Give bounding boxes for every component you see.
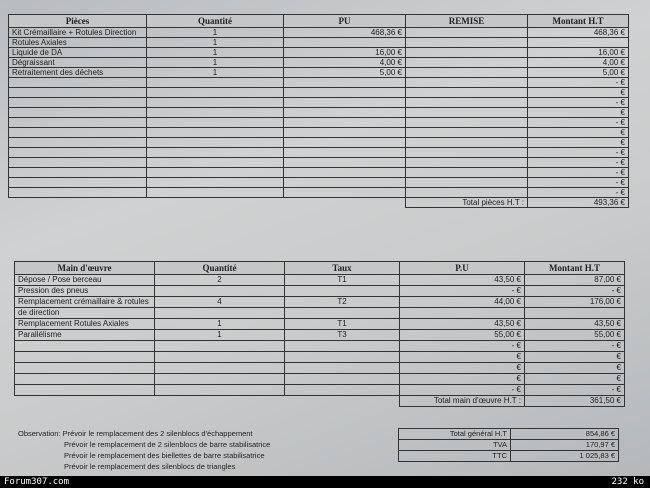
pieces-col-header: Montant H.T [528,15,629,28]
cell-remise [406,98,528,108]
table-row [9,188,629,198]
cell-montant: € [525,374,625,385]
cell-pu [284,108,406,118]
cell-qty [147,188,284,198]
cell-qty [147,78,284,88]
pieces-col-header: Quantité [147,15,284,28]
cell-montant [525,308,625,319]
cell-qty [147,108,284,118]
table-row [15,297,625,308]
table-row [15,330,625,341]
cell-label: Pression des pneus [15,286,155,297]
cell-qty [147,158,284,168]
cell-remise [406,88,528,98]
table-row [9,28,629,38]
table-row [15,275,625,286]
summary-label: Total général H.T [399,429,511,440]
cell-label [9,78,147,88]
cell-taux: T3 [285,330,400,341]
cell-taux [285,308,400,319]
cell-taux [285,385,400,396]
cell-pu [284,158,406,168]
cell-pu: 44,00 € [400,297,525,308]
main-col-header: Montant H.T [525,262,625,275]
cell-qty [147,178,284,188]
cell-pu: 55,00 € [400,330,525,341]
observation-block [18,428,270,472]
cell-montant: € [528,108,629,118]
cell-pu [284,98,406,108]
cell-label: Liquide de DA [9,48,147,58]
cell-qty [155,341,285,352]
table-row [15,286,625,297]
cell-remise [406,108,528,118]
cell-qty [147,168,284,178]
cell-pu: 43,50 € [400,275,525,286]
cell-pu [284,118,406,128]
cell-qty [155,385,285,396]
watermark-site: Forum307.com [4,477,70,487]
table-row [15,308,625,319]
cell-pu [284,168,406,178]
cell-qty: 1 [147,58,284,68]
cell-label: Rotules Axiales [9,38,147,48]
cell-pu [284,78,406,88]
pieces-col-header: REMISE [406,15,528,28]
cell-qty: 1 [147,28,284,38]
cell-montant: 5,00 € [528,68,629,78]
cell-remise [406,148,528,158]
table-row [9,88,629,98]
table-row [15,363,625,374]
cell-label [15,352,155,363]
cell-pu [400,308,525,319]
cell-qty [155,374,285,385]
cell-remise [406,68,528,78]
cell-montant: 55,00 € [525,330,625,341]
cell-label [9,88,147,98]
observation-text: Prévoir le remplacement des 2 silenblocs d'échappement [62,429,253,438]
cell-taux: T1 [285,319,400,330]
cell-taux: T2 [285,297,400,308]
cell-qty [155,363,285,374]
cell-label [15,363,155,374]
table-row [9,138,629,148]
cell-taux [285,352,400,363]
cell-montant [528,38,629,48]
cell-montant: - € [528,148,629,158]
cell-pu [284,178,406,188]
cell-montant: - € [525,286,625,297]
cell-montant: 176,00 € [525,297,625,308]
cell-montant: 16,00 € [528,48,629,58]
pieces-total-label: Total pièces H.T : [406,198,528,208]
cell-label: Kit Crémaillaire + Rotules Direction [9,28,147,38]
pieces-col-header: PU [284,15,406,28]
cell-montant: - € [528,178,629,188]
spacer [15,396,400,407]
cell-label [15,385,155,396]
cell-qty [155,308,285,319]
cell-montant: 4,00 € [528,58,629,68]
cell-montant: - € [528,158,629,168]
main-col-header: Taux [285,262,400,275]
cell-montant: € [525,363,625,374]
summary-row [399,451,619,462]
cell-pu: - € [400,341,525,352]
cell-pu [284,128,406,138]
cell-remise [406,158,528,168]
spacer [9,198,406,208]
cell-montant: - € [528,168,629,178]
cell-pu: 4,00 € [284,58,406,68]
cell-remise [406,28,528,38]
cell-label: Dépose / Pose berceau [15,275,155,286]
table-row [9,98,629,108]
cell-montant: - € [528,98,629,108]
cell-pu: € [400,352,525,363]
table-row [9,128,629,138]
cell-qty [147,88,284,98]
table-row [9,48,629,58]
table-row [9,38,629,48]
cell-taux: T1 [285,275,400,286]
observation-text: Prévoir le remplacement des biellettes de barre stabilisatrice [64,451,265,460]
table-row [9,158,629,168]
cell-qty: 1 [155,330,285,341]
cell-label: Dégraissant [9,58,147,68]
main-col-header: Quantité [155,262,285,275]
pieces-header-row [9,15,629,28]
table-row [9,148,629,158]
cell-montant: - € [528,78,629,88]
cell-label [15,341,155,352]
cell-qty: 1 [155,319,285,330]
cell-pu [284,88,406,98]
observation-text: Prévoir le remplacement des silenblocs de triangles [64,462,236,471]
main-total-value: 361,50 € [525,396,625,407]
cell-montant: € [528,138,629,148]
watermark-bar [0,476,650,488]
file-size: 232 ko [611,477,644,487]
main-oeuvre-table [14,261,625,407]
cell-label [9,98,147,108]
summary-label: TVA [399,440,511,451]
cell-montant: € [525,352,625,363]
summary-value: 1 025,83 € [511,451,619,462]
main-body [15,275,625,396]
cell-pu: 43,50 € [400,319,525,330]
cell-qty [147,148,284,158]
cell-label [15,374,155,385]
cell-qty [155,286,285,297]
cell-pu: € [400,374,525,385]
cell-montant: 87,00 € [525,275,625,286]
cell-remise [406,118,528,128]
cell-montant: - € [525,341,625,352]
cell-qty [147,98,284,108]
cell-montant: - € [528,118,629,128]
cell-pu: - € [400,286,525,297]
cell-qty [155,352,285,363]
table-row [15,374,625,385]
cell-remise [406,128,528,138]
cell-label: de direction [15,308,155,319]
observation-line [18,428,270,439]
cell-label [9,118,147,128]
cell-taux [285,286,400,297]
cell-label [9,108,147,118]
cell-qty: 1 [147,68,284,78]
cell-pu [284,188,406,198]
cell-pu: - € [400,385,525,396]
pieces-body [9,28,629,198]
cell-qty [147,128,284,138]
summary-row [399,429,619,440]
table-row [9,108,629,118]
cell-remise [406,188,528,198]
cell-remise [406,168,528,178]
table-row [9,118,629,128]
observation-text: Prévoir le remplacement de 2 silenblocs de barre stabilisatrice [64,440,271,449]
cell-montant: - € [525,385,625,396]
cell-label: Remplacement Rotules Axiales [15,319,155,330]
cell-montant: € [528,88,629,98]
cell-label: Retraitement des déchets [9,68,147,78]
cell-label: Remplacement crémaillaire & rotules [15,297,155,308]
cell-taux [285,363,400,374]
table-row [15,385,625,396]
observation-label: Observation: [18,429,61,438]
cell-remise [406,178,528,188]
table-row [15,341,625,352]
table-row [9,68,629,78]
cell-montant: € [528,128,629,138]
table-row [9,178,629,188]
table-row [9,58,629,68]
cell-pu: 5,00 € [284,68,406,78]
cell-qty: 2 [155,275,285,286]
cell-pu: 16,00 € [284,48,406,58]
table-row [9,78,629,88]
summary-value: 854,86 € [511,429,619,440]
main-col-header: Main d'œuvre [15,262,155,275]
cell-remise [406,138,528,148]
cell-montant: 43,50 € [525,319,625,330]
pieces-table [8,14,629,208]
cell-label [9,138,147,148]
main-total-label: Total main d'œuvre H.T : [400,396,525,407]
cell-label [9,158,147,168]
main-total-row [15,396,625,407]
cell-remise [406,78,528,88]
cell-label [9,178,147,188]
table-row [15,352,625,363]
cell-label: Parallélisme [15,330,155,341]
cell-label [9,148,147,158]
summary-value: 170,97 € [511,440,619,451]
table-row [15,319,625,330]
pieces-col-header: Pièces [9,15,147,28]
summary-table [398,428,619,462]
cell-label [9,128,147,138]
cell-pu [284,38,406,48]
pieces-total-row [9,198,629,208]
cell-pu: € [400,363,525,374]
main-col-header: P.U [400,262,525,275]
cell-montant: 468,36 € [528,28,629,38]
cell-pu [284,138,406,148]
cell-remise [406,48,528,58]
cell-qty [147,138,284,148]
cell-remise [406,58,528,68]
cell-pu [284,148,406,158]
cell-label [9,168,147,178]
cell-qty: 4 [155,297,285,308]
cell-qty: 1 [147,38,284,48]
cell-taux [285,341,400,352]
cell-remise [406,38,528,48]
cell-qty [147,118,284,128]
cell-montant: - € [528,188,629,198]
cell-pu: 468,36 € [284,28,406,38]
summary-label: TTC [399,451,511,462]
summary-row [399,440,619,451]
cell-qty: 1 [147,48,284,58]
table-row [9,168,629,178]
cell-taux [285,374,400,385]
cell-label [9,188,147,198]
pieces-total-value: 493,36 € [528,198,629,208]
main-header-row [15,262,625,275]
